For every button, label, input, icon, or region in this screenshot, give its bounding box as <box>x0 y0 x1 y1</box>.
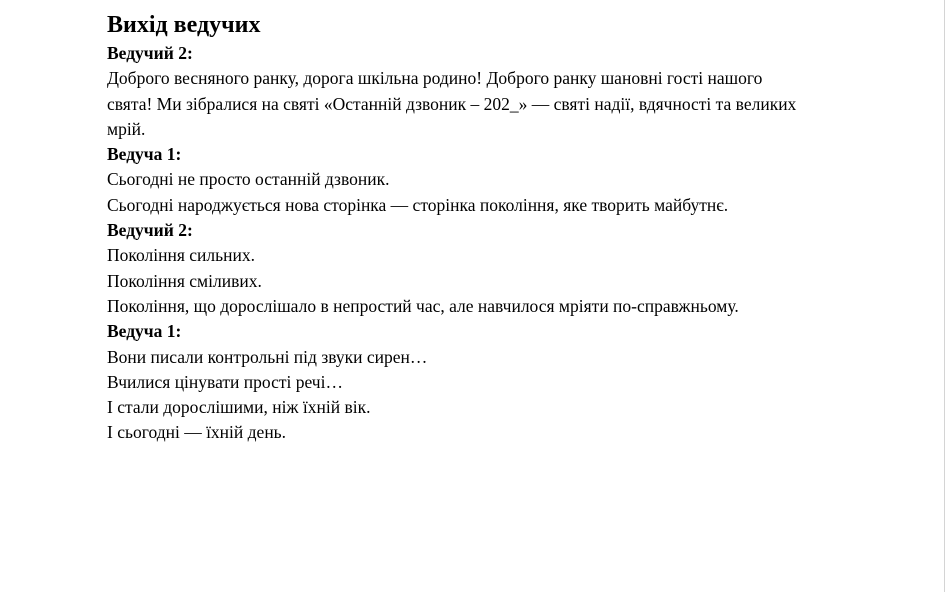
text-line: Покоління сміливих. <box>107 270 262 291</box>
speaker-label: Ведучий 2: <box>107 43 193 63</box>
text-line: Сьогодні народжується нова сторінка — сторінка покоління, яке творить майбутнє. <box>107 194 729 215</box>
text-line: Покоління сильних. <box>107 245 255 266</box>
text-line: Вчилися цінувати прості речі… <box>107 371 343 392</box>
speaker-label: Ведуча 1: <box>107 321 182 342</box>
speaker-label: Ведуча 1: <box>107 144 182 165</box>
speaker-label: Ведучий 2: <box>107 220 193 241</box>
text-line: І стали дорослішими, ніж їхній вік. <box>107 397 371 418</box>
text-line: І сьогодні — їхній день. <box>107 422 287 443</box>
text-line: Вони писали контрольні під звуки сирен… <box>107 346 428 367</box>
text-line: Покоління, що дорослішало в непростий час, але навчилося мріяти по-справжньому. <box>107 295 739 316</box>
text-line: Сьогодні не просто останній дзвоник. <box>107 169 390 190</box>
document-body <box>107 9 887 446</box>
paragraph-line: мрій. <box>107 118 146 139</box>
paragraph-line: свята! Ми зібралися на святі «Останній дзвоник – 202_» — святі надії, вдячності та великих <box>107 93 797 114</box>
document-title: Вихід ведучих <box>107 12 261 38</box>
paragraph-line: Доброго весняного ранку, дорога шкільна родино! Доброго ранку шановні гості нашого <box>107 68 763 89</box>
